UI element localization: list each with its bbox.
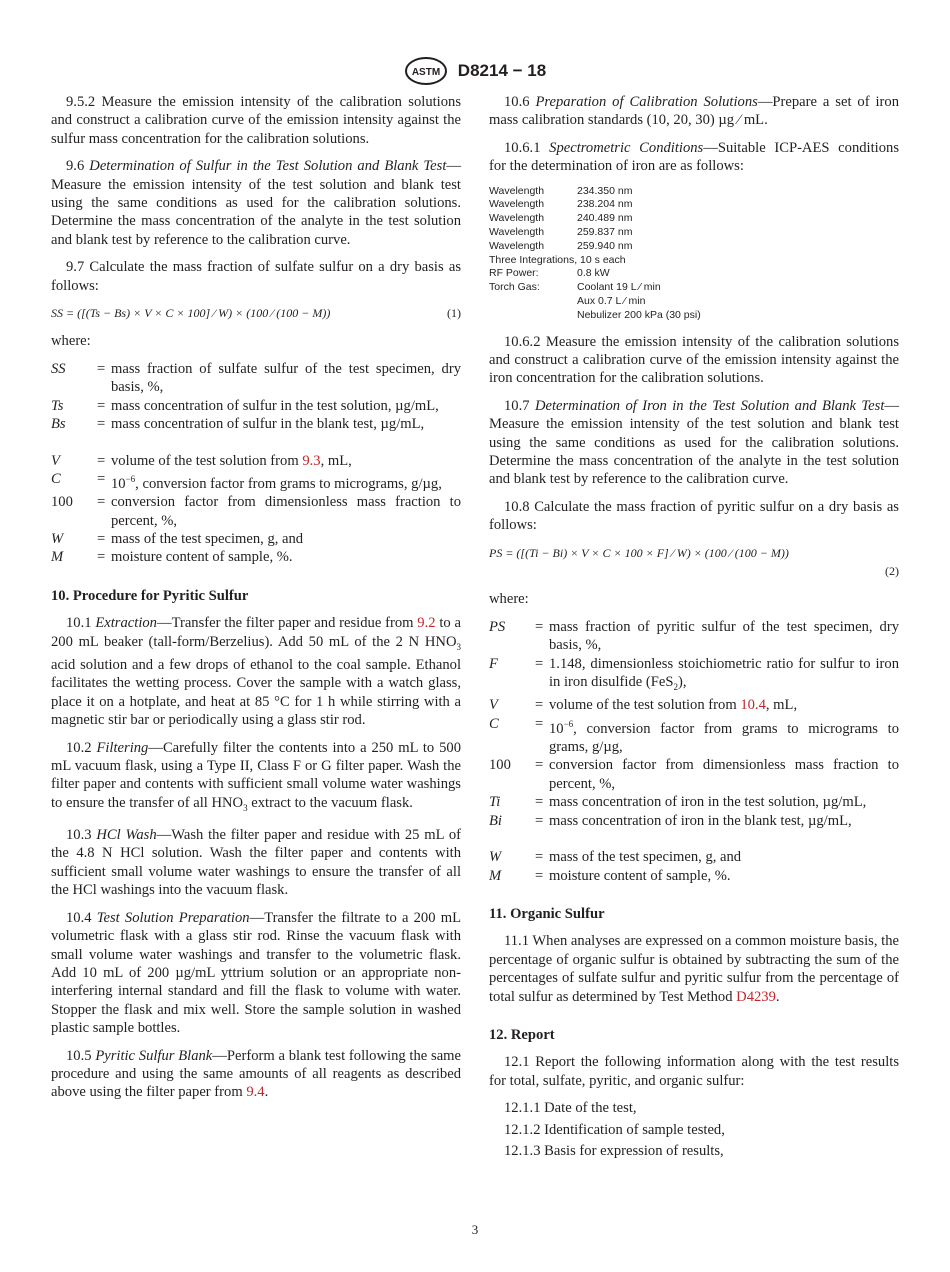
spec-row: Wavelength 259.940 nm (489, 239, 633, 252)
para-12-1-3: 12.1.3 Basis for expression of results, (504, 1142, 724, 1159)
para-11-1: 11.1 When analyses are expressed on a common moisture basis, the percentage of organic sulfur is obtained by subtracting the sum of the percentages of sulfate sulfur and pyritic sulfur from the percentage of total sulfur as determined by Test Method D4239. (489, 933, 899, 1005)
heading-section-11: 11. Organic Sulfur (489, 905, 605, 922)
var-PS: PS = mass fraction of pyritic sulfur of the test specimen, dry basis, %, (489, 618, 899, 654)
para-10-8: 10.8 Calculate the mass fraction of pyritic sulfur on a dry basis as follows: (489, 498, 899, 534)
para-10-3: 10.3 HCl Wash—Wash the filter paper and residue with 25 mL of the 4.8 N HCl solution. Wash the filter paper and contents with sufficient small volume water washings to ensure the transfer of all the HCl washings into the vacuum flask. (51, 827, 461, 899)
link-9-4[interactable]: 9.4 (246, 1084, 265, 1101)
para-10-2: 10.2 Filtering—Carefully filter the contents into a 250 mL to 500 mL vacuum flask, using a Type II, Class F or G filter paper. Wash the filter paper and contents with sufficient small volume water washings to ensure the transfer of all $HNO_3$ extract to the vacuum flask. (51, 739, 461, 813)
var-W: W = mass of the test specimen, g, and (51, 530, 304, 547)
link-10-4[interactable]: 10.4 (740, 697, 766, 714)
para-10-6-1: 10.6.1 Spectrometric Conditions—Suitable ICP-AES conditions for the determination of iron are as follows: (489, 139, 899, 175)
var-100: 100 = conversion factor from dimensionless mass fraction to percent, %, (489, 757, 899, 792)
spec-row: Wavelength 259.837 nm (489, 226, 633, 239)
para-12-1: 12.1 Report the following information along with the test results for total, sulfate, pyritic, and organic sulfur: (489, 1054, 899, 1089)
link-9-3[interactable]: 9.3 (302, 452, 321, 469)
heading-section-10: 10. Procedure for Pyritic Sulfur (51, 587, 249, 604)
variable-list-1 (51, 360, 461, 567)
where-label: where: (489, 591, 529, 608)
para-10-6-2: 10.6.2 Measure the emission intensity of the calibration solutions and construct a calibration curve of the emission intensity against the iron concentration for the calibration solutions. (489, 333, 899, 387)
spec-row: Wavelength 238.204 nm (489, 198, 633, 211)
var-V: V = volume of the test solution from 9.3, mL, (51, 452, 352, 469)
var-Bs: Bs = mass concentration of sulfur in the blank test, µg/mL, (51, 416, 425, 433)
para-9-5-2: 9.5.2 Measure the emission intensity of the calibration solutions and construct a calibration curve of the emission intensity against the sulfur mass concentration for the calibration solutions. (51, 94, 461, 147)
spec-row: Wavelength 234.350 nm (489, 184, 633, 197)
link-d4239[interactable]: D4239 (736, 988, 776, 1005)
para-12-1-1: 12.1.1 Date of the test, (504, 1100, 637, 1117)
para-10-1: 10.1 Extraction—Transfer the filter paper and residue from 9.2 to a 200 mL beaker (tall-form/Berzelius). Add 50 mL of the 2 N $HNO_3$ acid solution and a few drops of ethanol to the coal sample. Ethanol facilitates the wetting process. Cover the sample with a watch glass, place it on a hotplate, and heat at 85 °C for 1 h while stirring with a magnetic stir bar or periodically using a glass stir rod. (51, 615, 461, 729)
var-C: C = $10^{-6}$, conversion factor from grams to micrograms, g/µg, (51, 470, 442, 492)
var-SS: SS = mass fraction of sulfate sulfur of the test specimen, dry basis, %, (51, 360, 461, 396)
link-9-2[interactable]: 9.2 (417, 615, 436, 632)
para-10-6: 10.6 Preparation of Calibration Solutions—Prepare a set of iron mass calibration standards (10, 20, 30) µg ⁄ mL. (489, 94, 900, 129)
spec-row: Wavelength 240.489 nm (489, 212, 633, 225)
para-10-4: 10.4 Test Solution Preparation—Transfer the filtrate to a 200 mL volumetric flask with a glass stir rod. Rinse the vacuum flask with small volume water washings and transfer to the volumetric flask. Add 10 mL of 200 µg/mL yttrium solution or an appropriate non-interfering internal standard and fill the flask to volume with water. Stopper the flask and mix well. Store the sample solution in washed plastic sample bottles. (51, 909, 461, 1037)
para-9-7: 9.7 Calculate the mass fraction of sulfate sulfur on a dry basis as follows: (51, 259, 461, 294)
spec-row: RF Power: 0.8 kW (489, 267, 610, 280)
var-M: M = moisture content of sample, %. (489, 867, 731, 884)
spec-row: Torch Gas: Coolant 19 L ⁄ min (489, 281, 661, 294)
var-V: V = volume of the test solution from 10.4, mL, (489, 697, 798, 714)
var-W: W = mass of the test specimen, g, and (489, 849, 742, 866)
spectrometric-conditions-table (489, 185, 899, 323)
heading-section-12: 12. Report (489, 1026, 555, 1043)
var-C: C = $10^{-6}$, conversion factor from grams to micrograms to grams, g/µg, (489, 715, 899, 756)
equation-2: PS = ([(Ti − Bi) × V × C × 100 × F] ⁄ W) × (100 ⁄ (100 − M)) (2) (489, 545, 899, 579)
left-column (51, 93, 461, 1111)
var-F: F = 1.148, dimensionless stoichiometric ratio for sulfur to iron in iron disulfide (FeS$_2$), (489, 655, 899, 692)
spec-row: Nebulizer 200 kPa (30 psi) (577, 308, 701, 321)
equation-1: SS = ([(Ts − Bs) × V × C × 100] ⁄ W) × (100 ⁄ (100 − M)) (1) (51, 306, 461, 321)
para-10-5: 10.5 Pyritic Sulfur Blank—Perform a blank test following the same procedure and using the same amounts of all reagents as described above using the filter paper from 9.4. (51, 1047, 461, 1101)
spec-row: Aux 0.7 L ⁄ min (577, 295, 646, 307)
var-100: 100 = conversion factor from dimensionless mass fraction to percent, %, (51, 494, 461, 529)
para-10-7: 10.7 Determination of Iron in the Test Solution and Blank Test—Measure the emission intensity of the test solution and blank test using the same conditions as used for the calibration solutions. Determine the mass concentration of the analyte in the test solution and blank test by reference to the calibration curve. (489, 397, 899, 488)
variable-list-2 (489, 618, 899, 885)
var-M: M = moisture content of sample, %. (51, 549, 293, 566)
para-12-1-2: 12.1.2 Identification of sample tested, (504, 1121, 725, 1138)
page-header (0, 56, 950, 86)
astm-logo (404, 56, 448, 86)
var-Bi: Bi = mass concentration of iron in the blank test, µg/mL, (489, 812, 852, 829)
svg-text:ASTM: ASTM (411, 67, 440, 78)
var-Ti: Ti = mass concentration of iron in the test solution, µg/mL, (489, 794, 867, 811)
document-code: D8214 − 18 (457, 61, 547, 80)
where-label: where: (51, 333, 91, 350)
var-Ts: Ts = mass concentration of sulfur in the test solution, µg/mL, (51, 397, 439, 414)
para-9-6: 9.6 Determination of Sulfur in the Test Solution and Blank Test—Measure the emission intensity of the test solution and blank test using the same conditions as used for the calibration solutions. Determine the mass concentration of the analyte in the test solution and blank test by reference to the calibration curve. (51, 158, 461, 248)
spec-row: Three Integrations, 10 s each (489, 253, 626, 266)
page-number: 3 (471, 1222, 479, 1237)
right-column (489, 93, 899, 1169)
